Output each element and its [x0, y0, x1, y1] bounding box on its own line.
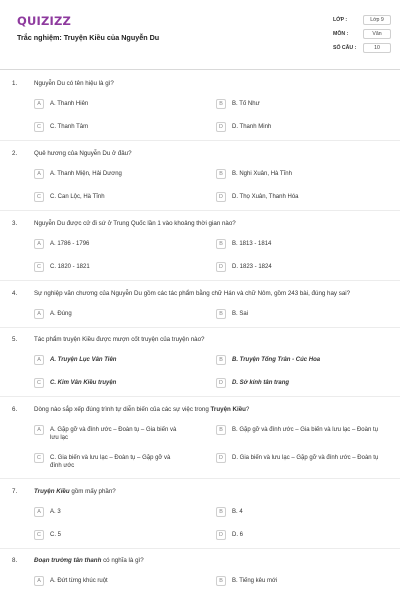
option-text: C. Thanh Tâm	[50, 124, 89, 130]
option-letter-box: A	[34, 239, 44, 249]
question-text	[34, 557, 386, 565]
option-letter-box: C	[34, 192, 44, 202]
option-text: D. Thọ Xuân, Thanh Hóa	[232, 194, 299, 200]
question-text: Tác phẩm truyện Kiều được mượn cốt truyện của truyện nào?	[34, 336, 205, 343]
meta-class-label: LỚP :	[333, 17, 348, 23]
question-text: Nguyễn Du được cử đi sứ ở Trung Quốc lần 1 vào khoảng thời gian nào?	[34, 220, 236, 227]
option-text: C. Can Lộc, Hà Tĩnh	[50, 194, 105, 200]
question-text	[34, 406, 386, 414]
question-number: 3.	[12, 220, 18, 227]
option-text: C. 1820 - 1821	[50, 264, 90, 270]
divider	[0, 210, 400, 211]
page-title: Trắc nghiệm: Truyện Kiều của Nguyễn Du	[17, 33, 160, 42]
question-text-bold: Truyện Kiều	[34, 488, 70, 495]
divider	[0, 478, 400, 479]
question-text-part: Dòng nào sắp xếp đúng trình tự diễn biến của các sự việc trong	[34, 406, 211, 413]
option-text: A. Thanh Hiên	[50, 101, 89, 107]
option-letter-box: A	[34, 169, 44, 179]
question-number: 6.	[12, 406, 18, 413]
divider	[0, 396, 400, 397]
option-letter-box: A	[34, 576, 44, 586]
option-letter-box: C	[34, 530, 44, 540]
option-letter-box: B	[216, 239, 226, 249]
option-text: B. Tố Như	[232, 101, 260, 107]
option-letter-box: B	[216, 169, 226, 179]
option-letter-box: C	[34, 262, 44, 272]
question-number: 2.	[12, 150, 18, 157]
question-text: Nguyễn Du có tên hiệu là gì?	[34, 80, 114, 87]
option-letter-box: C	[34, 122, 44, 132]
option-text: A. Thanh Miện, Hải Dương	[50, 171, 122, 177]
option-text: B. 1813 - 1814	[232, 241, 272, 247]
option-letter-box: D	[216, 262, 226, 272]
option-text: A. Đứt từng khúc ruột	[50, 578, 108, 584]
meta-count-label: SỐ CÂU :	[333, 45, 357, 51]
question-number: 5.	[12, 336, 18, 343]
question-number: 4.	[12, 290, 18, 297]
meta-count-value[interactable]: 10	[363, 43, 391, 53]
option-letter-box: D	[216, 122, 226, 132]
question-number: 1.	[12, 80, 18, 87]
option-text: B. Gặp gỡ và đính ước – Gia biến và lưu lạc – Đoàn tụ	[232, 427, 378, 433]
question-number: 8.	[12, 557, 18, 564]
meta-class-value[interactable]: Lớp 9	[363, 15, 391, 25]
option-letter-box: A	[34, 309, 44, 319]
question-text-part: có nghĩa là gì?	[101, 557, 144, 564]
option-letter-box: B	[216, 507, 226, 517]
option-text: A. Gặp gỡ và đính ước – Đoàn tụ – Gia biến và lưu lạc	[50, 427, 177, 441]
option-letter-box: A	[34, 507, 44, 517]
option-letter-box: D	[216, 530, 226, 540]
divider	[0, 140, 400, 141]
option-text: D. Thanh Minh	[232, 124, 272, 130]
option-text: A. 3	[50, 509, 61, 515]
option-text: D. Sở kính tân trang	[232, 380, 290, 386]
option-text: B. Sai	[232, 311, 249, 317]
option-letter-box: D	[216, 453, 226, 463]
question-text-bold: Truyện Kiều	[210, 406, 246, 413]
option-letter-box: B	[216, 425, 226, 435]
option-letter-box: A	[34, 99, 44, 109]
option-text: B. Nghi Xuân, Hà Tĩnh	[232, 171, 292, 177]
option-text: D. 1823 - 1824	[232, 264, 272, 270]
option-text: C. Kim Vân Kiều truyện	[50, 380, 117, 386]
question-text-part: ?	[245, 406, 250, 413]
quizizz-logo: QUIZIZZ	[17, 14, 72, 28]
meta-subject-label: MÔN :	[333, 31, 349, 37]
option-letter-box: D	[216, 378, 226, 388]
divider	[0, 548, 400, 549]
option-letter-box: A	[34, 425, 44, 435]
question-text: Sự nghiệp văn chương của Nguyễn Du gồm các tác phẩm bằng chữ Hán và chữ Nôm, gồm 243 bài, đúng hay sai?	[34, 290, 351, 297]
option-text: A. 1786 - 1796	[50, 241, 90, 247]
option-text: B. Truyện Tống Trân - Cúc Hoa	[232, 357, 321, 363]
question-text: Quê hương của Nguyễn Du ở đâu?	[34, 150, 132, 157]
question-number: 7.	[12, 488, 18, 495]
option-letter-box: B	[216, 355, 226, 365]
option-letter-box: D	[216, 192, 226, 202]
option-text: D. 6	[232, 532, 244, 538]
option-text: C. 5	[50, 532, 62, 538]
question-text	[34, 488, 386, 496]
worksheet-header	[0, 0, 400, 70]
divider	[0, 280, 400, 281]
option-text: B. 4	[232, 509, 243, 515]
option-text: A. Truyện Lục Vân Tiên	[50, 357, 117, 363]
option-text: D. Gia biến và lưu lạc – Gặp gỡ và đính ước – Đoàn tụ	[232, 455, 379, 461]
option-letter-box: B	[216, 576, 226, 586]
option-letter-box: C	[34, 453, 44, 463]
option-letter-box: B	[216, 309, 226, 319]
divider	[0, 327, 400, 328]
option-letter-box: A	[34, 355, 44, 365]
option-text: C. Gia biến và lưu lạc – Đoàn tụ – Gặp gỡ và đính ước	[50, 455, 171, 469]
meta-subject-value[interactable]: Văn	[363, 29, 391, 39]
question-text-part: gồm mấy phần?	[69, 488, 116, 495]
option-letter-box: B	[216, 99, 226, 109]
option-text: B. Tiếng kêu mới	[232, 578, 278, 584]
option-letter-box: C	[34, 378, 44, 388]
option-text: A. Đúng	[50, 311, 72, 317]
question-text-bold: Đoạn trường tân thanh	[34, 557, 102, 564]
